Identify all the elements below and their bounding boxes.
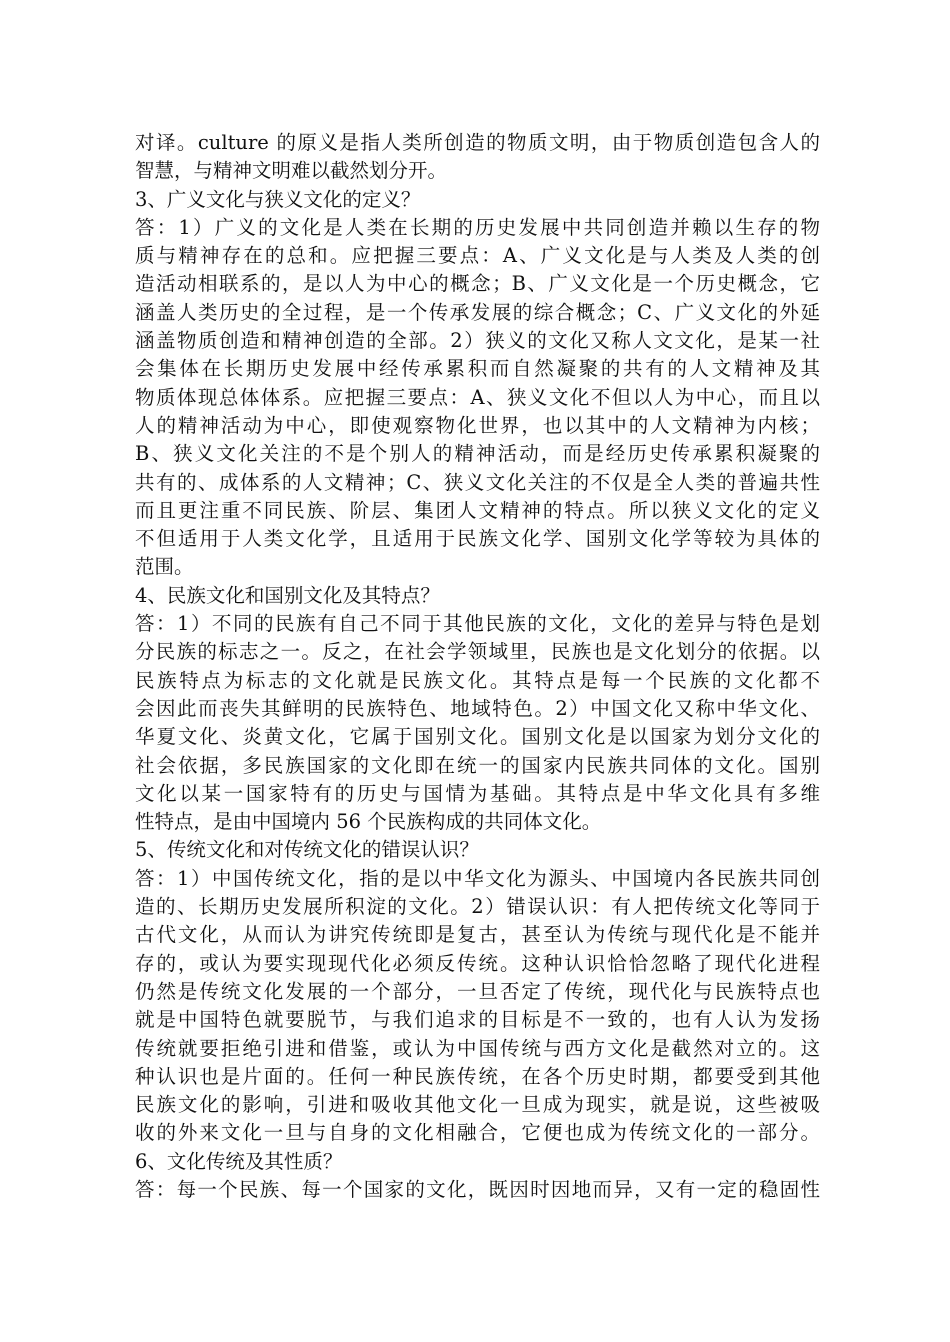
text-line: 不但适用于人类文化学，且适用于民族文化学、国别文化学等较为具体的: [135, 527, 820, 551]
text-line: 民族特点为标志的文化就是民族文化。其特点是每一个民族的文化都不: [135, 668, 820, 692]
text-line: 4、民族文化和国别文化及其特点？: [135, 583, 440, 607]
text-line: 收的外来文化一旦与自身的文化相融合，它便也成为传统文化的一部分。: [135, 1121, 820, 1145]
text-line: 文化以某一国家特有的历史与国情为基础。其特点是中华文化具有多维: [135, 781, 820, 805]
text-line: 6、文化传统及其性质？: [135, 1149, 343, 1173]
text-line: 分民族的标志之一。反之，在社会学领域里，民族也是文化划分的依据。以: [135, 640, 820, 664]
text-line: 答：1）不同的民族有自己不同于其他民族的文化，文化的差异与特色是划: [135, 612, 820, 636]
text-line: 共有的、成体系的人文精神；C、狭义文化关注的不仅是全人类的普遍共性: [135, 470, 820, 494]
text-line: 传统就要拒绝引进和借鉴，或认为中国传统与西方文化是截然对立的。这: [135, 1036, 820, 1060]
text-line: 古代文化，从而认为讲究传统即是复古，甚至认为传统与现代化是不能并: [135, 923, 820, 947]
text-line: 造的、长期历史发展所积淀的文化。2）错误认识：有人把传统文化等同于: [135, 895, 820, 919]
text-line: 答：1）中国传统文化，指的是以中华文化为源头、中国境内各民族共同创: [135, 866, 820, 890]
text-line: 民族文化的影响，引进和吸收其他文化一旦成为现实，就是说，这些被吸: [135, 1093, 820, 1117]
text-line: 仍然是传统文化发展的一个部分，一旦否定了传统，现代化与民族特点也: [135, 979, 820, 1003]
document-page: [135, 129, 820, 1204]
text-line: 会因此而丧失其鲜明的民族特色、地域特色。2）中国文化又称中华文化、: [135, 696, 820, 720]
text-line: 而且更注重不同民族、阶层、集团人文精神的特点。所以狭义文化的定义: [135, 498, 820, 522]
text-line: 性特点，是由中国境内 56 个民族构成的共同体文化。: [135, 810, 602, 834]
text-line: 答：1）广义的文化是人类在长期的历史发展中共同创造并赖以生存的物: [135, 215, 820, 239]
text-line: 存的，或认为要实现现代化必须反传统。这种认识恰恰忽略了现代化进程: [135, 951, 820, 975]
text-line: 种认识也是片面的。任何一种民族传统，在各个历史时期，都要受到其他: [135, 1064, 820, 1088]
text-line: 智慧，与精神文明难以截然划分开。: [135, 159, 448, 183]
text-line: 华夏文化、炎黄文化，它属于国别文化。国别文化是以国家为划分文化的: [135, 725, 820, 749]
text-line: 就是中国特色就要脱节，与我们追求的目标是不一致的，也有人认为发扬: [135, 1008, 820, 1032]
text-line: 范围。: [135, 555, 194, 579]
text-line: 社会依据，多民族国家的文化即在统一的国家内民族共同体的文化。国别: [135, 753, 820, 777]
text-line: 质与精神存在的总和。应把握三要点：A、广义文化是与人类及人类的创: [135, 244, 820, 268]
text-line: 人的精神活动为中心，即使观察物化世界，也以其中的人文精神为内核；: [135, 413, 820, 437]
text-line: 涵盖人类历史的全过程，是一个传承发展的综合概念；C、广义文化的外延: [135, 300, 820, 324]
text-line: 造活动相联系的，是以人为中心的概念；B、广义文化是一个历史概念，它: [135, 272, 820, 296]
text-line: 5、传统文化和对传统文化的错误认识？: [135, 838, 479, 862]
text-line: 涵盖物质创造和精神创造的全部。2）狭义的文化又称人文文化，是某一社: [135, 329, 820, 353]
text-line: 会集体在长期历史发展中经传承累积而自然凝聚的共有的人文精神及其: [135, 357, 820, 381]
text-line: 3、广义文化与狭义文化的定义？: [135, 187, 421, 211]
text-line: 答：每一个民族、每一个国家的文化，既因时因地而异，又有一定的稳固性: [135, 1177, 820, 1201]
text-line: 对译。culture 的原义是指人类所创造的物质文明，由于物质创造包含人的: [135, 131, 820, 154]
text-line: B、狭义文化关注的不是个别人的精神活动，而是经历史传承累积凝聚的: [135, 442, 820, 466]
text-line: 物质体现总体体系。应把握三要点：A、狭义文化不但以人为中心，而且以: [135, 385, 820, 409]
